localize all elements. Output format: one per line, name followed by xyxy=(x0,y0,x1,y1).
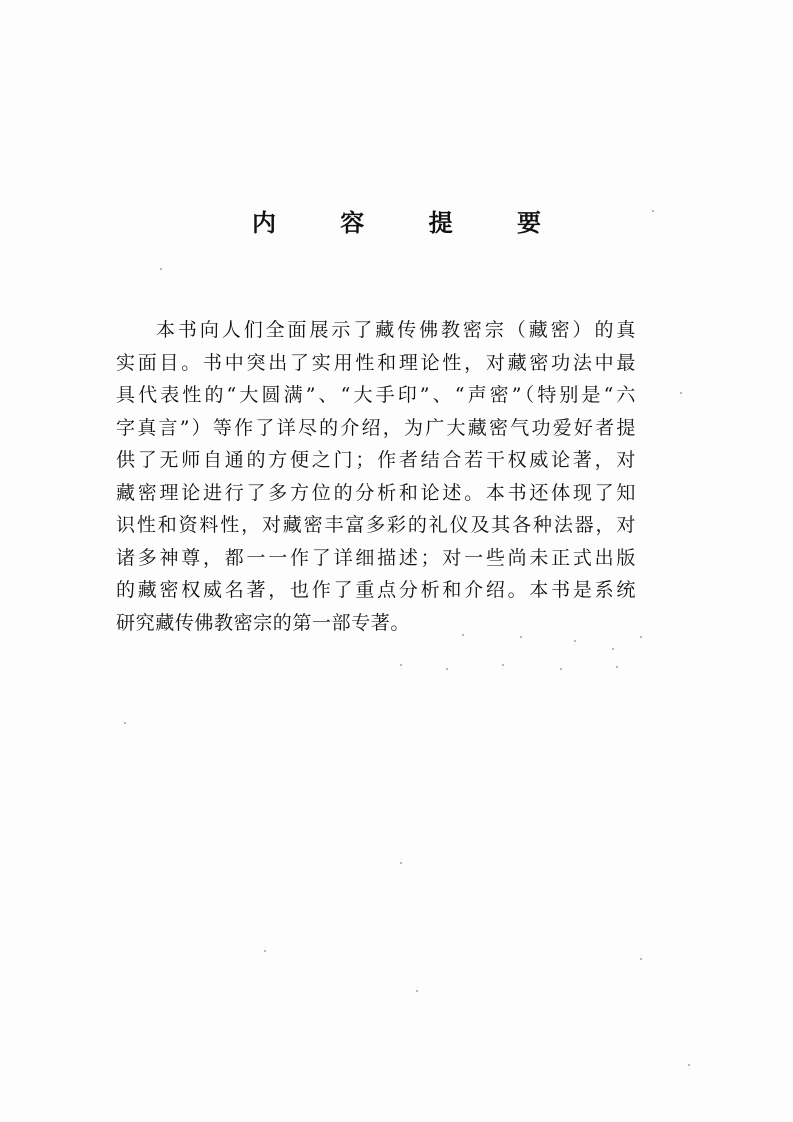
scan-speck xyxy=(462,634,464,636)
scan-speck xyxy=(264,950,266,952)
page-title: 内 容 提 要 xyxy=(251,208,570,237)
scan-speck xyxy=(640,958,642,960)
scan-speck xyxy=(416,990,418,992)
text-line: 研究藏传佛教密宗的第一部专著。 xyxy=(116,611,411,634)
scan-speck xyxy=(560,668,562,670)
scan-speck xyxy=(574,640,576,642)
scan-speck xyxy=(400,664,402,666)
text-line: 的藏密权威名著，也作了重点分析和介绍。本书是系统 xyxy=(116,579,636,601)
scan-speck xyxy=(124,722,126,724)
text-line: 字真言”）等作了详尽的介绍，为广大藏密气功爱好者提 xyxy=(116,416,636,439)
scan-speck xyxy=(160,268,162,270)
text-line: 藏密理论进行了多方位的分析和论述。本书还体现了知 xyxy=(116,481,636,504)
scan-speck xyxy=(502,664,504,666)
scan-speck xyxy=(680,392,682,394)
text-line: 识性和资料性，对藏密丰富多彩的礼仪及其各种法器，对 xyxy=(116,514,636,536)
text-line: 实面目。书中突出了实用性和理论性，对藏密功法中最 xyxy=(116,351,636,374)
text-line: 供了无师自通的方便之门；作者结合若干权威论著，对 xyxy=(116,449,636,471)
scan-speck xyxy=(640,636,642,638)
scan-speck xyxy=(652,210,654,212)
text-line: 具代表性的“大圆满”、“大手印”、“声密”（特别是“六 xyxy=(116,384,636,406)
scan-speck xyxy=(446,668,448,670)
scan-speck xyxy=(688,1064,690,1066)
scan-speck xyxy=(616,666,618,668)
summary-text xyxy=(116,314,636,639)
scan-speck xyxy=(400,862,402,864)
text-line: 诸多神尊，都一一作了详细描述；对一些尚未正式出版 xyxy=(116,546,636,569)
scan-speck xyxy=(612,648,614,650)
scan-speck xyxy=(520,636,522,638)
text-line: 本书向人们全面展示了藏传佛教密宗（藏密）的真 xyxy=(156,319,636,341)
